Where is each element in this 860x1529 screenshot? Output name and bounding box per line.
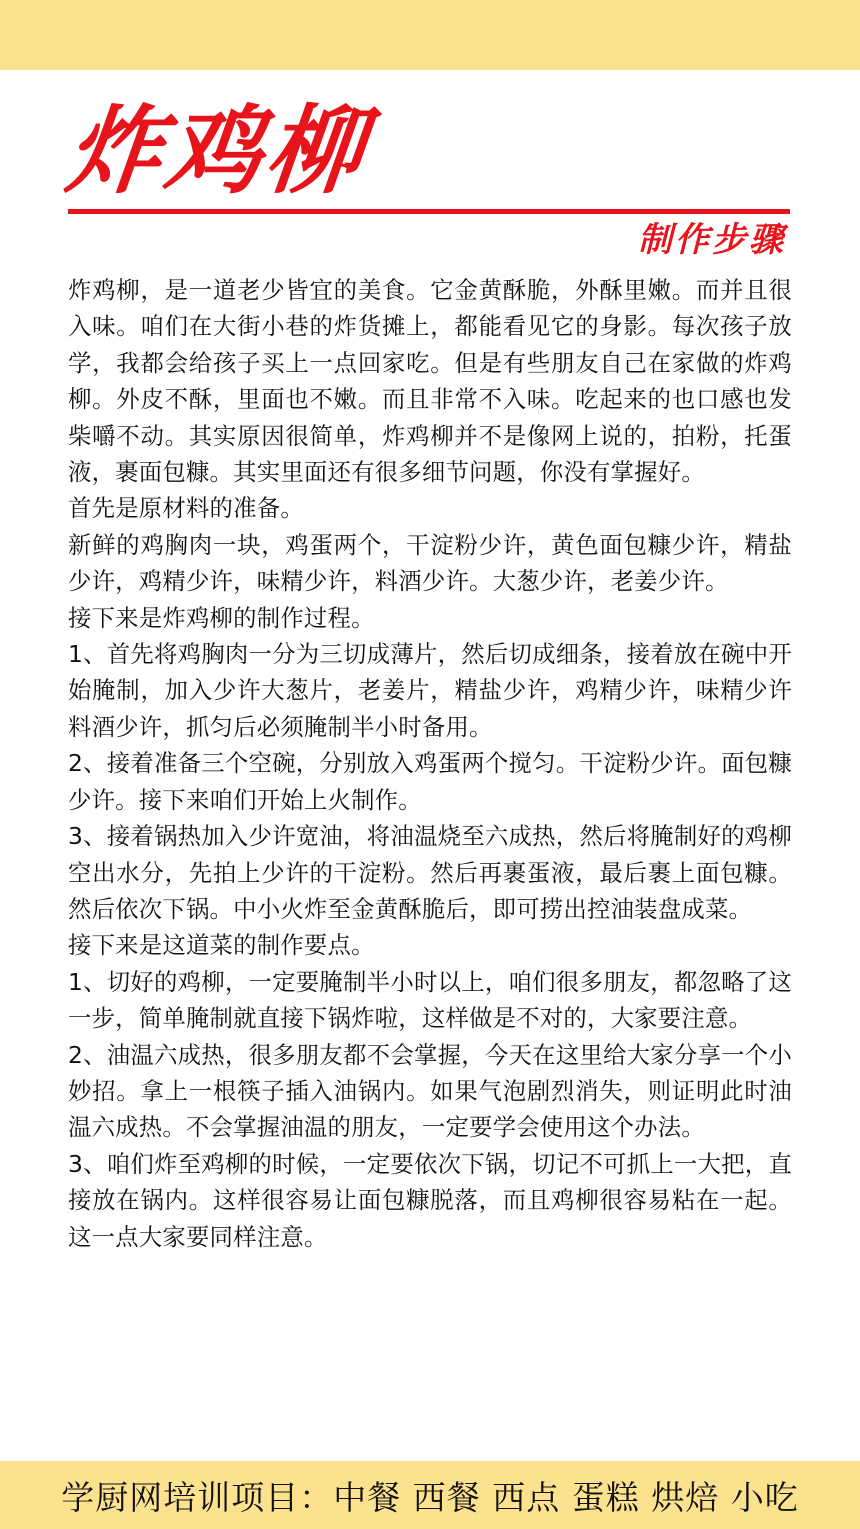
footer-text: 学厨网培训项目：中餐 西餐 西点 蛋糕 烘焙 小吃 [61,1477,799,1517]
tip-3: 3、咱们炸至鸡柳的时候，一定要依次下锅，切记不可抓上一大把，直接放在锅内。这样很容易让面包糠脱落，而且鸡柳很容易粘在一起。这一点大家要同样注意。 [68,1149,792,1251]
intro-paragraph: 炸鸡柳，是一道老少皆宜的美食。它金黄酥脆，外酥里嫩。而并且很入味。咱们在大街小巷的炸货摊上，都能看见它的身影。每次孩子放学，我都会给孩子买上一点回家吃。但是有些朋友自己在家做的炸鸡柳。外皮不酥，里面也不嫩。而且非常不入味。吃起来的也口感也发柴嚼不动。其实原因很简单，炸鸡柳并不是像网上说的，拍粉，托蛋液，裹面包糠。其实里面还有很多细节问题，你没有掌握好。 [68,276,792,487]
tip-2: 2、油温六成热，很多朋友都不会掌握，今天在这里给大家分享一个小妙招。拿上一根筷子插入油锅内。如果气泡剧烈消失，则证明此时油温六成热。不会掌握油温的朋友，一定要学会使用这个办法。 [68,1040,792,1142]
ingredients-heading: 首先是原材料的准备。 [68,494,304,523]
tips-heading: 接下来是这道菜的制作要点。 [68,931,375,960]
section-subtitle: 制作步骤 [638,220,786,260]
top-band [0,0,860,70]
tip-1: 1、切好的鸡柳，一定要腌制半小时以上，咱们很多朋友，都忽略了这一步，简单腌制就直接下锅炸啦，这样做是不对的，大家要注意。 [68,967,792,1033]
process-step-1: 1、首先将鸡胸肉一分为三切成薄片，然后切成细条，接着放在碗中开始腌制，加入少许大葱片，老姜片，精盐少许，鸡精少许，味精少许料酒少许，抓匀后必须腌制半小时备用。 [68,640,792,741]
footer-banner [0,1461,860,1529]
process-step-2: 2、接着准备三个空碗，分别放入鸡蛋两个搅匀。干淀粉少许。面包糠少许。接下来咱们开始上火制作。 [68,749,792,814]
ingredients-list: 新鲜的鸡胸肉一块，鸡蛋两个，干淀粉少许，黄色面包糠少许，精盐少许，鸡精少许，味精少许，料酒少许。大葱少许，老姜少许。 [68,530,792,596]
page-title: 炸鸡柳 [60,95,372,207]
article-body [68,272,792,1255]
title-divider [68,209,790,214]
process-heading: 接下来是炸鸡柳的制作过程。 [68,603,375,632]
process-step-3: 3、接着锅热加入少许宽油，将油温烧至六成热，然后将腌制好的鸡柳空出水分，先拍上少许的干淀粉。然后再裹蛋液，最后裹上面包糠。然后依次下锅。中小火炸至金黄酥脆后，即可捞出控油装盘成菜。 [68,822,792,923]
